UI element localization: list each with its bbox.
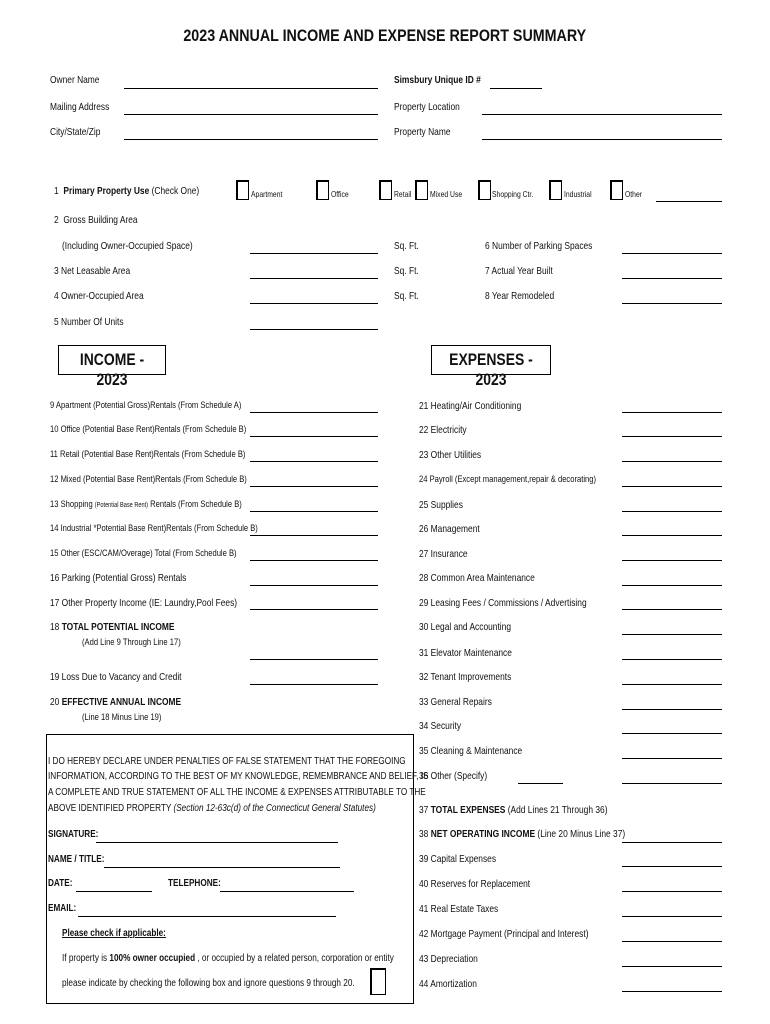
mailing-address-label: Mailing Address: [50, 101, 110, 113]
income-line-15-field[interactable]: [250, 560, 378, 561]
expense-line-22: 22 Electricity: [419, 424, 467, 436]
owner-name-field[interactable]: [124, 88, 378, 89]
sqft-unit-label: Sq. Ft.: [394, 290, 419, 302]
expense-line-21: 21 Heating/Air Conditioning: [419, 400, 522, 412]
expense-line-37: 37 TOTAL EXPENSES (Add Lines 21 Through 36): [419, 804, 608, 816]
expense-line-35: 35 Cleaning & Maintenance: [419, 745, 523, 757]
industrial-option-label: Industrial: [564, 189, 592, 199]
declaration-line-4: ABOVE IDENTIFIED PROPERTY (Section 12-63c(d) of the Connecticut General Statutes): [48, 803, 376, 814]
gross-building-area-sub: (Including Owner-Occupied Space): [62, 240, 193, 252]
parking-spaces-field[interactable]: [622, 253, 722, 254]
form-title: 2023 ANNUAL INCOME AND EXPENSE REPORT SUMMARY: [183, 26, 587, 45]
income-line-12: 12 Mixed (Potential Base Rent)Rentals (From Schedule B): [50, 474, 247, 485]
mailing-address-field[interactable]: [124, 114, 378, 115]
shopping-ctr-option-label: Shopping Ctr.: [492, 189, 534, 199]
expense-line-25-field[interactable]: [622, 511, 722, 512]
signature-field[interactable]: [96, 842, 338, 843]
expenses-heading: EXPENSES - 2023: [431, 345, 551, 375]
declaration-line-3: A COMPLETE AND TRUE STATEMENT OF ALL THE INCOME & EXPENSES ATTRIBUTABLE TO THE: [48, 787, 426, 798]
expense-line-41: 41 Real Estate Taxes: [419, 903, 499, 915]
expense-line-26-field[interactable]: [622, 535, 722, 536]
net-leasable-area-label: 3 Net Leasable Area: [54, 265, 131, 277]
expense-line-44: 44 Amortization: [419, 978, 477, 990]
other-use-field[interactable]: [656, 201, 722, 202]
expense-line-31: 31 Elevator Maintenance: [419, 647, 512, 659]
expense-line-29-field[interactable]: [622, 609, 722, 610]
income-line-14-field[interactable]: [250, 535, 378, 536]
property-name-field[interactable]: [482, 139, 722, 140]
expense-line-24: 24 Payroll (Except management,repair & decorating): [419, 474, 597, 485]
income-line-19: 19 Loss Due to Vacancy and Credit: [50, 671, 182, 683]
date-label: DATE:: [48, 878, 73, 889]
date-field[interactable]: [76, 891, 152, 892]
owner-occupied-area-label: 4 Owner-Occupied Area: [54, 290, 144, 302]
apartment-option-label: Apartment: [251, 189, 283, 199]
city-state-zip-field[interactable]: [124, 139, 378, 140]
income-line-20: 20 EFFECTIVE ANNUAL INCOME: [50, 696, 182, 708]
shopping-ctr-checkbox[interactable]: [478, 180, 491, 200]
income-line-10-field[interactable]: [250, 436, 378, 437]
property-location-field[interactable]: [482, 114, 722, 115]
expense-line-36-specify-field[interactable]: [518, 783, 563, 784]
property-name-label: Property Name: [394, 126, 451, 138]
income-heading: INCOME - 2023: [58, 345, 166, 375]
expense-line-33-field[interactable]: [622, 709, 722, 710]
owner-occupied-note-2: please indicate by checking the following box and ignore questions 9 through 20.: [62, 978, 355, 989]
telephone-field[interactable]: [220, 891, 354, 892]
gross-building-area-field[interactable]: [250, 253, 378, 254]
owner-name-label: Owner Name: [50, 74, 100, 86]
city-state-zip-label: City/State/Zip: [50, 126, 101, 138]
unique-id-field[interactable]: [490, 88, 542, 89]
unique-id-label: Simsbury Unique ID #: [394, 74, 481, 86]
expense-line-38: 38 NET OPERATING INCOME (Line 20 Minus Line 37): [419, 828, 626, 840]
income-line-18-field[interactable]: [250, 659, 378, 660]
sqft-unit-label: Sq. Ft.: [394, 265, 419, 277]
office-option-label: Office: [331, 189, 349, 199]
income-line-12-field[interactable]: [250, 486, 378, 487]
expense-line-24-field[interactable]: [622, 486, 722, 487]
expense-line-42: 42 Mortgage Payment (Principal and Interest): [419, 928, 589, 940]
net-leasable-area-field[interactable]: [250, 278, 378, 279]
expense-line-26: 26 Management: [419, 523, 480, 535]
industrial-checkbox[interactable]: [549, 180, 562, 200]
apartment-checkbox[interactable]: [236, 180, 249, 200]
expense-line-40-field[interactable]: [622, 891, 722, 892]
expense-line-31-field[interactable]: [622, 659, 722, 660]
expense-line-30-field[interactable]: [622, 634, 722, 635]
expense-line-39-field[interactable]: [622, 866, 722, 867]
mixed-use-option-label: Mixed Use: [430, 189, 463, 199]
telephone-label: TELEPHONE:: [168, 878, 221, 889]
expense-line-25: 25 Supplies: [419, 499, 463, 511]
number-of-units-label: 5 Number Of Units: [54, 316, 124, 328]
expense-line-38-field[interactable]: [622, 842, 722, 843]
expense-line-41-field[interactable]: [622, 916, 722, 917]
income-line-17-field[interactable]: [250, 609, 378, 610]
parking-spaces-label: 6 Number of Parking Spaces: [485, 240, 593, 252]
expense-line-35-field[interactable]: [622, 758, 722, 759]
year-remodeled-label: 8 Year Remodeled: [485, 290, 555, 302]
expense-line-30: 30 Legal and Accounting: [419, 621, 512, 633]
name-title-label: NAME / TITLE:: [48, 854, 105, 865]
income-line-20-sub: (Line 18 Minus Line 19): [82, 712, 162, 723]
sqft-unit-label: Sq. Ft.: [394, 240, 419, 252]
income-line-16: 16 Parking (Potential Gross) Rentals: [50, 572, 187, 584]
gross-building-area-label: 2 Gross Building Area: [54, 214, 138, 226]
expense-line-40: 40 Reserves for Replacement: [419, 878, 531, 890]
expense-line-22-field[interactable]: [622, 436, 722, 437]
income-line-11-field[interactable]: [250, 461, 378, 462]
declaration-line-2: INFORMATION, ACCORDING TO THE BEST OF MY KNOWLEDGE, REMEMBRANCE AND BELIEF, IS: [48, 771, 429, 782]
year-remodeled-field[interactable]: [622, 303, 722, 304]
email-label: EMAIL:: [48, 903, 77, 914]
signature-label: SIGNATURE:: [48, 829, 99, 840]
number-of-units-field[interactable]: [250, 329, 378, 330]
expense-line-32: 32 Tenant Improvements: [419, 671, 512, 683]
expense-line-43-field[interactable]: [622, 966, 722, 967]
income-line-14: 14 Industrial *Potential Base Rent)Rentals (From Schedule B): [50, 523, 258, 534]
expense-line-39: 39 Capital Expenses: [419, 853, 497, 865]
income-line-9: 9 Apartment (Potential Gross)Rentals (From Schedule A): [50, 400, 242, 411]
year-built-field[interactable]: [622, 278, 722, 279]
name-title-field[interactable]: [104, 867, 340, 868]
retail-option-label: Retail: [394, 189, 412, 199]
expense-line-36: 36 Other (Specify): [419, 770, 488, 782]
expense-line-28: 28 Common Area Maintenance: [419, 572, 535, 584]
expense-line-28-field[interactable]: [622, 585, 722, 586]
primary-use-label: 1 Primary Property Use (Check One): [54, 185, 200, 197]
property-location-label: Property Location: [394, 101, 460, 113]
check-if-applicable-title: Please check if applicable:: [62, 928, 166, 939]
income-line-18: 18 TOTAL POTENTIAL INCOME: [50, 621, 175, 633]
income-line-10: 10 Office (Potential Base Rent)Rentals (From Schedule B): [50, 424, 247, 435]
income-line-17: 17 Other Property Income (IE: Laundry,Pool Fees): [50, 597, 238, 609]
income-line-11: 11 Retail (Potential Base Rent)Rentals (From Schedule B): [50, 449, 246, 460]
income-line-13-field[interactable]: [250, 511, 378, 512]
income-line-16-field[interactable]: [250, 585, 378, 586]
office-checkbox[interactable]: [316, 180, 329, 200]
mixed-use-checkbox[interactable]: [415, 180, 428, 200]
expense-line-23: 23 Other Utilities: [419, 449, 482, 461]
expense-line-44-field[interactable]: [622, 991, 722, 992]
income-line-13: 13 Shopping (Potential Base Rent) Rentals (From Schedule B): [50, 499, 242, 510]
owner-occupied-note-1: If property is 100% owner occupied , or occupied by a related person, corporation or entity: [62, 953, 394, 964]
expense-line-42-field[interactable]: [622, 941, 722, 942]
expense-line-33: 33 General Repairs: [419, 696, 492, 708]
expense-line-34: 34 Security: [419, 720, 462, 732]
expense-line-23-field[interactable]: [622, 461, 722, 462]
income-line-9-field[interactable]: [250, 412, 378, 413]
expense-line-29: 29 Leasing Fees / Commissions / Advertising: [419, 597, 587, 609]
year-built-label: 7 Actual Year Built: [485, 265, 553, 277]
owner-occupied-area-field[interactable]: [250, 303, 378, 304]
expense-line-21-field[interactable]: [622, 412, 722, 413]
retail-checkbox[interactable]: [379, 180, 392, 200]
owner-occupied-checkbox[interactable]: [370, 968, 386, 995]
expense-line-43: 43 Depreciation: [419, 953, 478, 965]
email-field[interactable]: [78, 916, 336, 917]
other-option-label: Other: [625, 189, 643, 199]
expense-line-32-field[interactable]: [622, 684, 722, 685]
income-line-15: 15 Other (ESC/CAM/Overage) Total (From Schedule B): [50, 548, 237, 559]
income-line-19-field[interactable]: [250, 684, 378, 685]
other-checkbox[interactable]: [610, 180, 623, 200]
declaration-line-1: I DO HEREBY DECLARE UNDER PENALTIES OF FALSE STATEMENT THAT THE FOREGOING: [48, 756, 406, 767]
expense-line-27: 27 Insurance: [419, 548, 468, 560]
expense-line-34-field[interactable]: [622, 733, 722, 734]
expense-line-36-field[interactable]: [622, 783, 722, 784]
expense-line-27-field[interactable]: [622, 560, 722, 561]
income-line-18-sub: (Add Line 9 Through Line 17): [82, 637, 181, 648]
